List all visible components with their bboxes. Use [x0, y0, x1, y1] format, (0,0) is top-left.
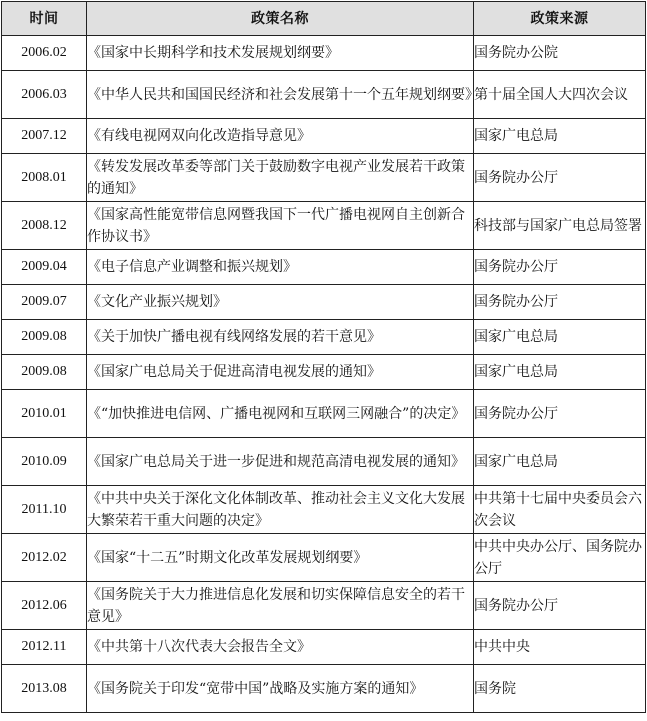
cell-date: 2013.08 — [2, 665, 87, 713]
cell-policy-source: 中共中央 — [474, 630, 646, 665]
cell-policy-source: 中共第十七届中央委员会六次会议 — [474, 486, 646, 534]
table-row — [2, 250, 646, 285]
header-policy-name: 政策名称 — [87, 2, 474, 36]
cell-policy-name: 《国家中长期科学和技术发展规划纲要》 — [87, 36, 474, 71]
table-row — [2, 119, 646, 154]
cell-policy-source: 国务院 — [474, 665, 646, 713]
table-row — [2, 71, 646, 119]
cell-policy-source: 国务院办公院 — [474, 36, 646, 71]
header-policy-source: 政策来源 — [474, 2, 646, 36]
cell-date: 2009.04 — [2, 250, 87, 285]
table-row — [2, 486, 646, 534]
cell-date: 2012.02 — [2, 534, 87, 582]
cell-policy-name: 《中共第十八次代表大会报告全文》 — [87, 630, 474, 665]
table-row — [2, 154, 646, 202]
cell-policy-source: 科技部与国家广电总局签署 — [474, 202, 646, 250]
cell-policy-source: 国务院办公厅 — [474, 154, 646, 202]
cell-policy-source: 国家广电总局 — [474, 355, 646, 390]
policy-table — [1, 1, 646, 713]
cell-date: 2011.10 — [2, 486, 87, 534]
cell-policy-name: 《有线电视网双向化改造指导意见》 — [87, 119, 474, 154]
cell-policy-name: 《国家“十二五”时期文化改革发展规划纲要》 — [87, 534, 474, 582]
cell-policy-name: 《“加快推进电信网、广播电视网和互联网三网融合”的决定》 — [87, 390, 474, 438]
cell-policy-source: 国务院办公厅 — [474, 390, 646, 438]
header-date: 时间 — [2, 2, 87, 36]
cell-policy-name: 《中华人民共和国国民经济和社会发展第十一个五年规划纲要》 — [87, 71, 474, 119]
table-row — [2, 285, 646, 320]
cell-policy-name: 《国家广电总局关于进一步促进和规范高清电视发展的通知》 — [87, 438, 474, 486]
cell-policy-name: 《文化产业振兴规划》 — [87, 285, 474, 320]
table-row — [2, 320, 646, 355]
cell-policy-name: 《国务院关于印发“宽带中国”战略及实施方案的通知》 — [87, 665, 474, 713]
cell-policy-source: 国务院办公厅 — [474, 582, 646, 630]
table-row — [2, 534, 646, 582]
cell-date: 2006.03 — [2, 71, 87, 119]
cell-date: 2009.08 — [2, 355, 87, 390]
cell-policy-name: 《国家广电总局关于促进高清电视发展的通知》 — [87, 355, 474, 390]
table-row — [2, 665, 646, 713]
cell-policy-source: 中共中央办公厅、国务院办公厅 — [474, 534, 646, 582]
table-row — [2, 438, 646, 486]
cell-date: 2008.01 — [2, 154, 87, 202]
cell-policy-source: 国务院办公厅 — [474, 285, 646, 320]
cell-policy-name: 《国务院关于大力推进信息化发展和切实保障信息安全的若干意见》 — [87, 582, 474, 630]
table-row — [2, 202, 646, 250]
cell-date: 2008.12 — [2, 202, 87, 250]
cell-date: 2007.12 — [2, 119, 87, 154]
cell-date: 2006.02 — [2, 36, 87, 71]
table-row — [2, 355, 646, 390]
cell-policy-source: 第十届全国人大四次会议 — [474, 71, 646, 119]
table-row — [2, 630, 646, 665]
table-row — [2, 36, 646, 71]
cell-policy-source: 国家广电总局 — [474, 438, 646, 486]
cell-date: 2010.09 — [2, 438, 87, 486]
cell-policy-source: 国务院办公厅 — [474, 250, 646, 285]
cell-date: 2009.08 — [2, 320, 87, 355]
table-row — [2, 582, 646, 630]
cell-policy-name: 《关于加快广播电视有线网络发展的若干意见》 — [87, 320, 474, 355]
cell-date: 2012.11 — [2, 630, 87, 665]
cell-date: 2009.07 — [2, 285, 87, 320]
cell-policy-source: 国家广电总局 — [474, 119, 646, 154]
cell-date: 2010.01 — [2, 390, 87, 438]
cell-policy-name: 《国家高性能宽带信息网暨我国下一代广播电视网自主创新合作协议书》 — [87, 202, 474, 250]
cell-date: 2012.06 — [2, 582, 87, 630]
cell-policy-source: 国家广电总局 — [474, 320, 646, 355]
table-body — [2, 36, 646, 713]
cell-policy-name: 《转发发展改革委等部门关于鼓励数字电视产业发展若干政策的通知》 — [87, 154, 474, 202]
table-row — [2, 390, 646, 438]
cell-policy-name: 《中共中央关于深化文化体制改革、推动社会主义文化大发展大繁荣若干重大问题的决定》 — [87, 486, 474, 534]
cell-policy-name: 《电子信息产业调整和振兴规划》 — [87, 250, 474, 285]
header-row — [2, 2, 646, 36]
